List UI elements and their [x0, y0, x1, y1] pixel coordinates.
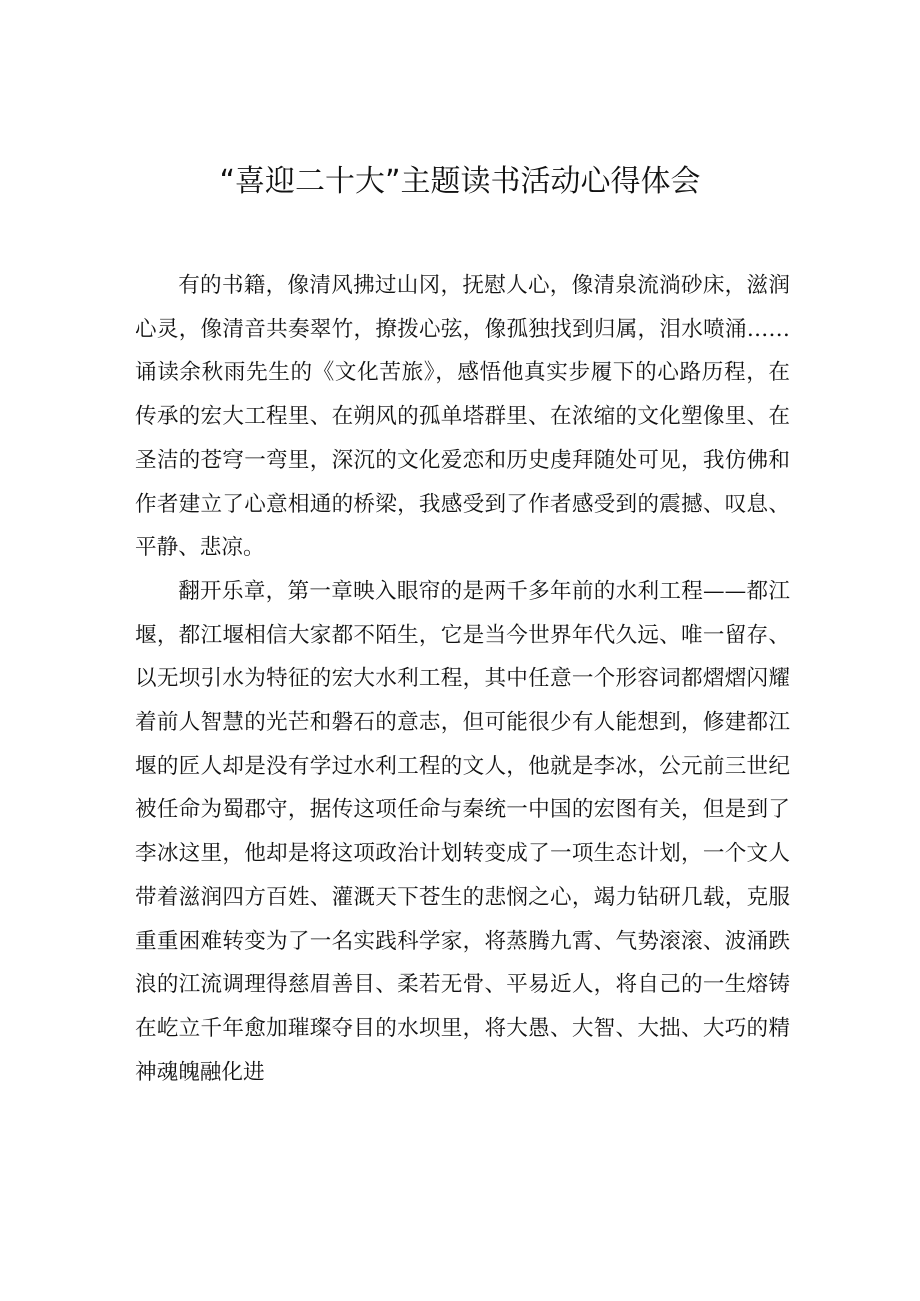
paragraph-2: 翻开乐章，第一章映入眼帘的是两千多年前的水利工程——都江堰，都江堰相信大家都不陌生，它是当今世界年代久远、唯一留存、以无坝引水为特征的宏大水利工程，其中任意一个形容词都熠熠闪耀着前人智慧的光芒和磐石的意志，但可能很少有人能想到，修建都江堰的匠人却是没有学过水利工程的文人，他就是李冰，公元前三世纪被任命为蜀郡守，据传这项任命与秦统一中国的宏图有关，但是到了李冰这里，他却是将这项政治计划转变成了一项生态计划，一个文人带着滋润四方百姓、灌溉天下苍生的悲悯之心，竭力钻研几载，克服重重困难转变为了一名实践科学家，将蒸腾九霄、气势滚滚、波涌跌浪的江流调理得慈眉善目、柔若无骨、平易近人，将自己的一生熔铸在屹立千年愈加璀璨夺目的水坝里，将大愚、大智、大拙、大巧的精神魂魄融化进	[135, 578, 790, 1085]
document-body	[135, 264, 790, 1094]
document-title: “喜迎二十大”主题读书活动心得体会	[219, 164, 701, 199]
paragraph-1: 有的书籍，像清风拂过山冈，抚慰人心，像清泉流淌砂床，滋润心灵，像清音共奏翠竹，撩拨心弦，像孤独找到归属，泪水喷涌……诵读余秋雨先生的《文化苦旅》，感悟他真实步履下的心路历程，在传承的宏大工程里、在朔风的孤单塔群里、在浓缩的文化塑像里、在圣洁的苍穹一弯里，深沉的文化爱恋和历史虔拜随处可见，我仿佛和作者建立了心意相通的桥梁，我感受到了作者感受到的震撼、叹息、平静、悲凉。	[135, 273, 790, 561]
